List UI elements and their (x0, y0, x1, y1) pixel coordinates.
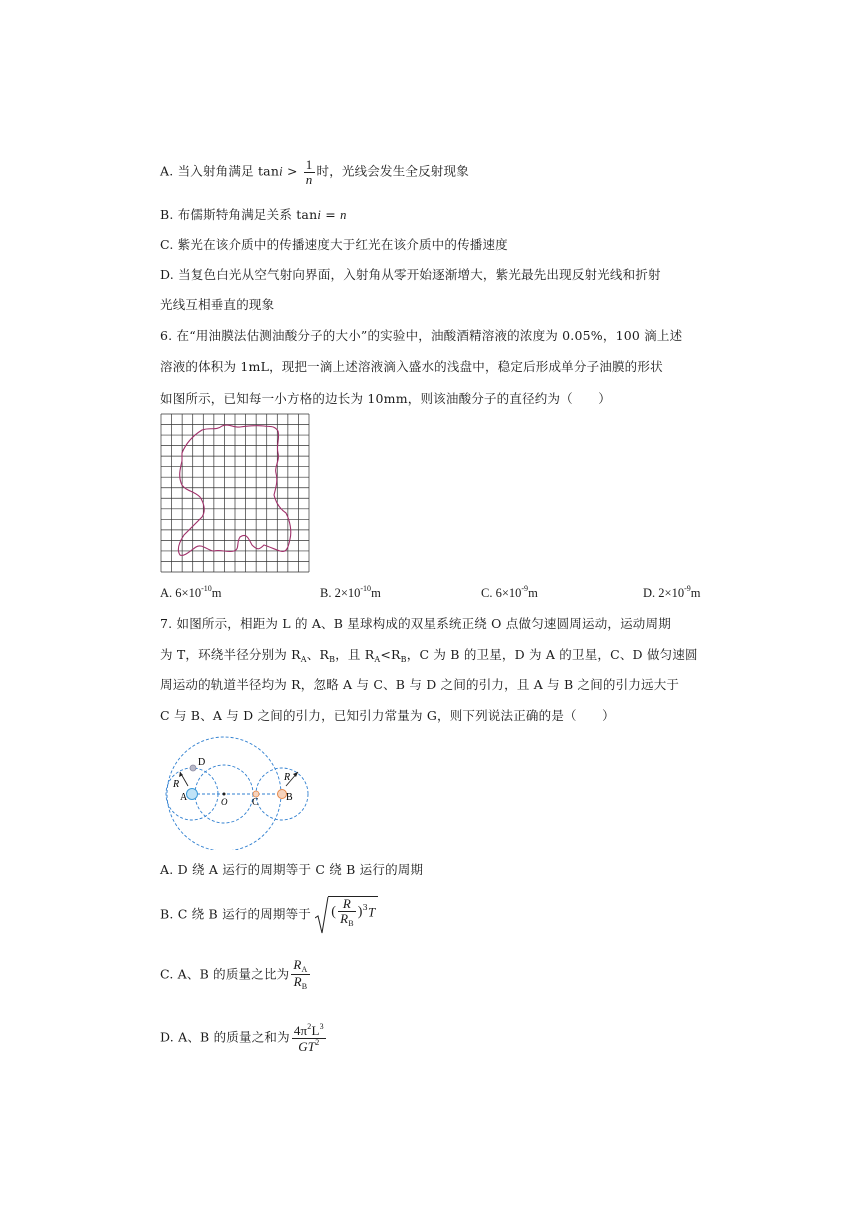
label-b: B (286, 792, 293, 803)
frac-den-r: R (293, 974, 302, 990)
center-o-dot (223, 793, 226, 796)
frac-den-sub: B (348, 918, 354, 928)
q7-option-c-text: C. A、B 的质量之比为 (160, 966, 290, 982)
frac-num-r: R (293, 957, 302, 972)
q7-option-d (160, 1023, 328, 1053)
sub-b: B (329, 655, 336, 664)
q7-option-d-text: D. A、B 的质量之和为 (160, 1029, 290, 1045)
frac-num-sup2: 3 (319, 1022, 324, 1031)
greater-than: > (282, 163, 302, 179)
q6-option-d (643, 584, 700, 601)
q7-stem-line3: 周运动的轨道半径均为 R，忽略 A 与 C、B 与 D 之间的引力，且 A 与 B 之间的引力远大于 (160, 677, 680, 692)
q5-option-b (160, 205, 347, 223)
q6-stem-line2: 溶液的体积为 1mL，现把一滴上述溶液滴入盛水的浅盘中，稳定后形成单分子油膜的形状 (160, 359, 663, 374)
frac-den-sub: B (301, 982, 308, 992)
q7-line2-a: 为 T，环绕半径分别为 R (160, 647, 301, 662)
exp-three: 3 (362, 903, 368, 913)
q6-option-c-label: C. 6×10 (481, 586, 522, 600)
var-i: i (279, 164, 283, 179)
q6-option-c-unit: m (528, 586, 538, 600)
frac-num-4pi: 4π (293, 1023, 308, 1038)
var-n: n (340, 208, 347, 222)
frac-num-sup: 2 (307, 1022, 312, 1031)
q5-option-d-line2: 光线互相垂直的现象 (160, 297, 275, 312)
q7-option-b-text: B. C 绕 B 运行的周期等于 (160, 906, 312, 922)
q6-option-d-unit: m (690, 586, 701, 600)
binary-star-figure (158, 728, 310, 850)
q6-option-c (481, 584, 538, 601)
q6-option-a-unit: m (211, 586, 222, 600)
star-a (187, 789, 198, 800)
frac-den-sup: 2 (315, 1037, 320, 1047)
q6-option-a-exp: -10 (201, 584, 212, 593)
label-a: A (180, 792, 188, 803)
frac-den-gt: GT (298, 1038, 316, 1054)
label-c: C (252, 797, 259, 808)
fraction-one-over-n (304, 158, 315, 186)
frac-num-sub: A (301, 965, 308, 974)
sqrt-sign (315, 896, 329, 934)
q6-option-d-exp: -9 (684, 584, 691, 593)
q5-option-c: C. 紫光在该介质中的传播速度大于红光在该介质中的传播速度 (160, 237, 508, 252)
q7-line2-c: ，且 R (335, 647, 375, 662)
ratio-fraction (291, 958, 309, 992)
q7-line2-d: <R (380, 647, 401, 662)
sqrt-expression: ( $\frac{R}{R_B}$ )$^3$T (315, 896, 378, 934)
mass-sum-fraction (292, 1023, 326, 1053)
q5-option-a-text: A. 当入射角满足 tan (160, 163, 280, 179)
q6-option-d-label: D. 2×10 (643, 586, 685, 600)
radius-arrowhead-b (293, 772, 298, 777)
var-t: T (367, 904, 376, 920)
oil-film-outline (178, 425, 290, 555)
sub-a2: A (374, 655, 381, 664)
q7-stem-line4: C 与 B、A 与 D 之间的引力，已知引力常量为 G，则下列说法正确的是（ ） (160, 708, 615, 723)
q7-option-a: A. D 绕 A 运行的周期等于 C 绕 B 运行的周期 (160, 862, 424, 877)
q5-option-b-text: B. 布儒斯特角满足关系 tan (160, 207, 318, 222)
frac-den-r: R (340, 910, 349, 926)
q6-option-b-unit: m (371, 586, 381, 600)
q6-option-a (160, 584, 221, 601)
q7-option-c (160, 958, 312, 992)
q7-stem-line2 (160, 645, 698, 664)
q6-option-a-label: A. 6×10 (160, 586, 202, 600)
q6-option-b-label: B. 2×10 (320, 586, 361, 600)
var-i: i (317, 208, 322, 222)
q6-option-b-exp: -10 (360, 584, 372, 593)
q5-option-a-suffix: 时，光线会发生全反射现象 (316, 163, 469, 179)
oil-film-grid-figure (160, 413, 310, 573)
sub-a: A (300, 655, 307, 664)
q7-option-b (160, 896, 378, 934)
label-r-a: R (173, 779, 180, 790)
q7-line2-b: 、R (306, 647, 330, 662)
frac-num-r: R (342, 896, 351, 911)
label-o: O (221, 797, 228, 807)
fraction-denominator: n (305, 171, 313, 187)
equals: = (321, 207, 341, 222)
q7-line2-e: ，C 为 B 的卫星，D 为 A 的卫星，C、D 做匀速圆 (406, 647, 698, 662)
label-d: D (198, 757, 206, 768)
q6-stem-line1: 6. 在“用油膜法估测油酸分子的大小”的实验中，油酸酒精溶液的浓度为 0.05%，100 滴上述 (160, 328, 683, 343)
q7-stem-line1: 7. 如图所示，相距为 L 的 A、B 星球构成的双星系统正绕 O 点做匀速圆周运动，运动周期 (160, 616, 671, 631)
fraction-numerator: 1 (305, 157, 313, 172)
q5-option-d-line1: D. 当复色白光从空气射向界面，入射角从零开始逐渐增大，紫光最先出现反射光线和折射 (160, 267, 661, 282)
q5-option-a (160, 158, 469, 186)
q6-stem-line3: 如图所示，已知每一小方格的边长为 10mm，则该油酸分子的直径约为（ ） (160, 391, 611, 406)
satellite-d (190, 765, 196, 771)
label-r-b: R (284, 772, 291, 783)
q6-option-b (320, 584, 381, 601)
sub-b2: B (400, 655, 407, 664)
q6-option-c-exp: -9 (521, 584, 529, 593)
frac-num-l: L (311, 1023, 320, 1038)
